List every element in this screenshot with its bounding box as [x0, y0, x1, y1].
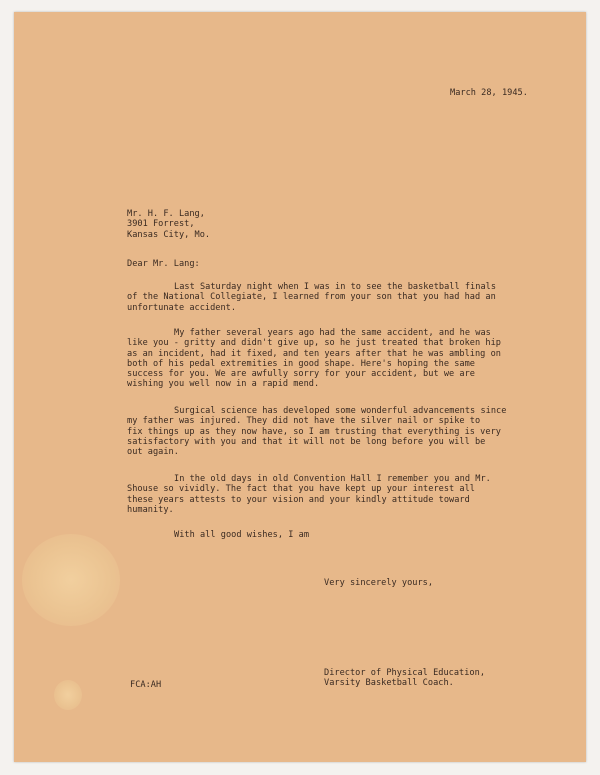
paragraph-line: With all good wishes, I am	[174, 530, 310, 540]
paragraph-line: success for you. We are awfully sorry for your accident, but we are	[127, 369, 475, 380]
paragraph-line: humanity.	[127, 504, 174, 515]
recipient-city: Kansas City, Mo.	[127, 229, 211, 240]
letter-date: March 28, 1945.	[450, 88, 528, 98]
paragraph-line: Shouse so vividly. The fact that you have kept up your interest all	[127, 484, 475, 495]
paragraph-line: both of his pedal extremities in good shape. Here's hoping the same	[127, 358, 475, 369]
paragraph-line: satisfactory with you and that it will not be long before you will be	[127, 436, 486, 447]
paragraph-line: my father was injured. They did not have the silver nail or spike to	[127, 416, 481, 427]
paragraph-line: as an incident, had it fixed, and ten years after that he was ambling on	[127, 348, 501, 359]
signature-block	[324, 668, 485, 689]
letter-page	[14, 12, 586, 762]
paragraph-3	[127, 406, 506, 457]
paragraph-4	[127, 474, 491, 515]
paragraph-line: out again.	[127, 447, 179, 458]
water-stain	[22, 534, 120, 626]
paragraph-line: unfortunate accident.	[127, 302, 237, 313]
recipient-address	[127, 209, 210, 240]
signer-title-2: Varsity Basketball Coach.	[324, 678, 454, 689]
paragraph-line: these years attests to your vision and your kindly attitude toward	[127, 494, 470, 505]
paragraph-line: fix things up as they now have, so I am trusting that everything is very	[127, 426, 501, 437]
paragraph-line: wishing you well now in a rapid mend.	[127, 379, 320, 390]
paragraph-line: Surgical science has developed some wonderful advancements since	[174, 406, 507, 416]
reference-initials: FCA:AH	[130, 680, 162, 690]
paragraph-line: like you - gritty and didn't give up, so he just treated that broken hip	[127, 338, 501, 349]
water-stain-small	[54, 680, 82, 710]
paragraph-line: of the National Collegiate, I learned from your son that you had had an	[127, 292, 496, 303]
recipient-name: Mr. H. F. Lang,	[127, 209, 205, 219]
salutation: Dear Mr. Lang:	[127, 259, 200, 269]
paragraph-line: My father several years ago had the same accident, and he was	[174, 328, 491, 338]
signer-title: Director of Physical Education,	[324, 668, 486, 678]
paragraph-line: Last Saturday night when I was in to see the basketball finals	[174, 282, 497, 292]
recipient-street: 3901 Forrest,	[127, 219, 195, 230]
paragraph-5	[127, 530, 309, 540]
paragraph-2	[127, 328, 501, 390]
paragraph-line: In the old days in old Convention Hall I remember you and Mr.	[174, 474, 491, 484]
paragraph-1	[127, 282, 496, 313]
complimentary-close: Very sincerely yours,	[324, 578, 434, 588]
